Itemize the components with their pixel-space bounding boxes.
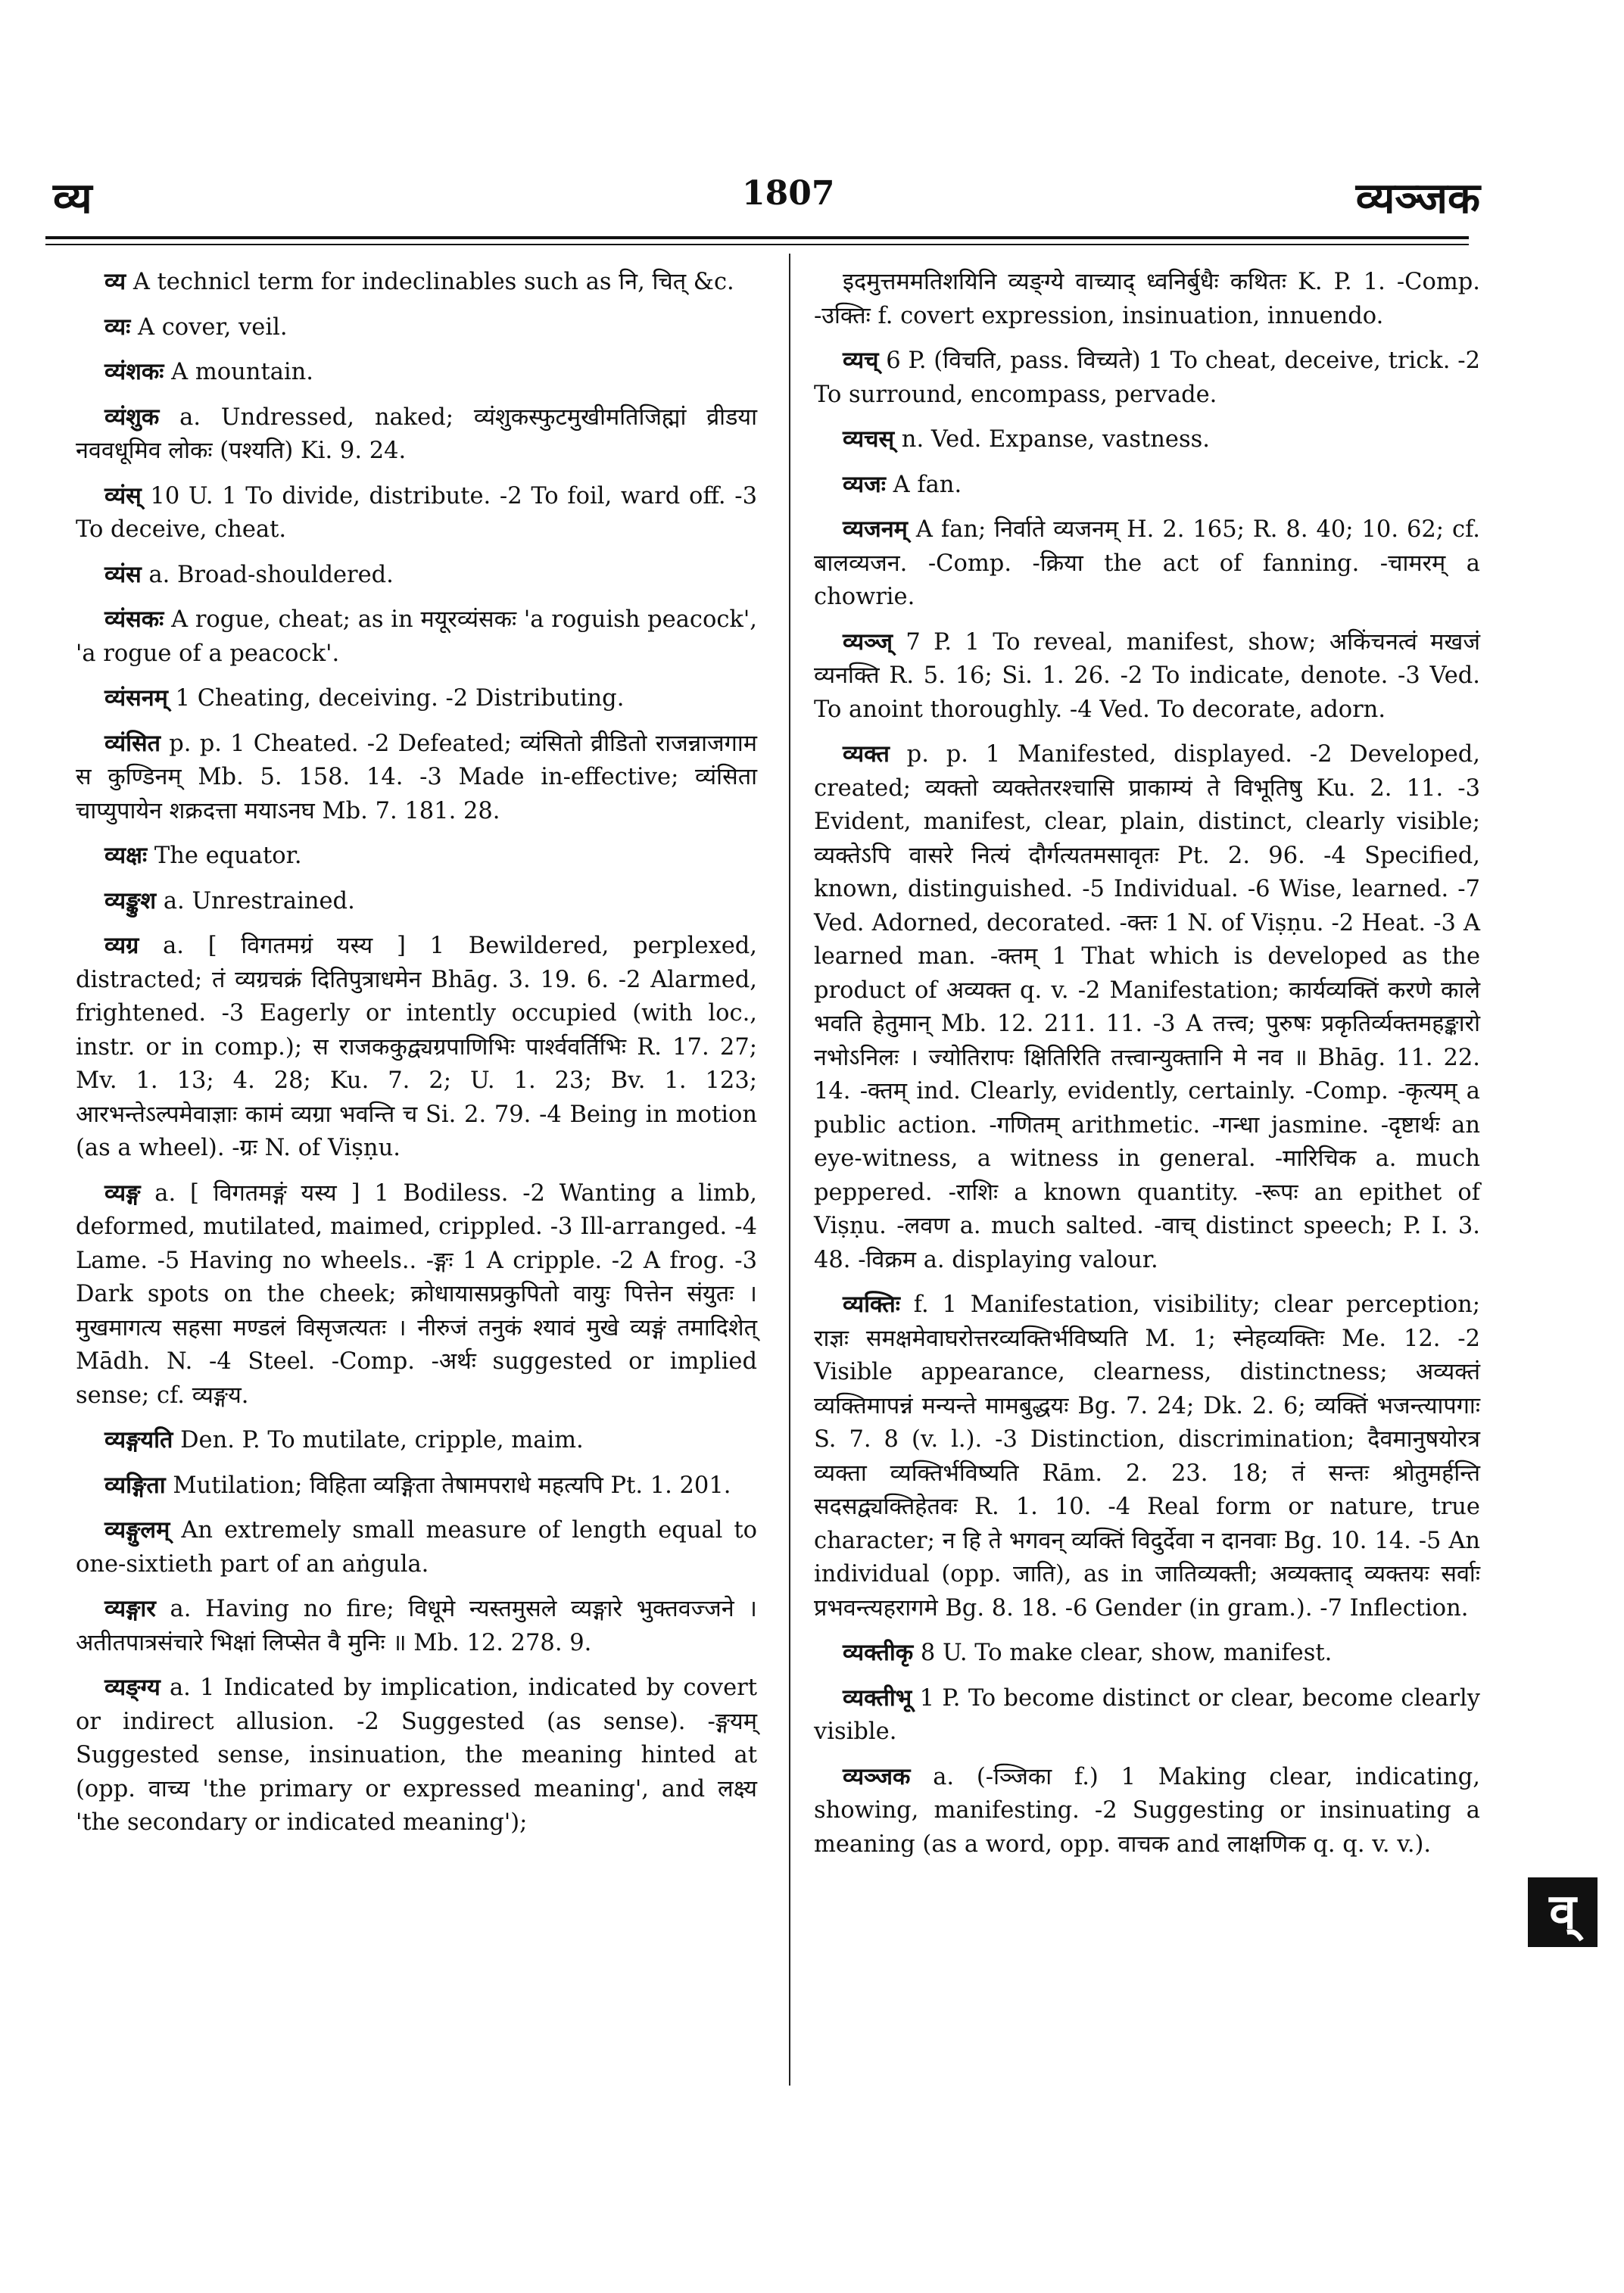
entry-text: 7 P. 1 To reveal, manifest, show; अकिंचनत्वं मखजं व्यनक्ति R. 5. 16; Si. 1. 26. -2 To indicate, denote. -3 Ved. To anoint thoroughly. -4 Ved. To decorate, adorn. — [814, 628, 1480, 723]
thumb-index-tab: व् — [1528, 1877, 1598, 1947]
entry-headword: व्यङ्गिता — [104, 1471, 166, 1499]
dictionary-entry — [76, 839, 757, 874]
header-right-guideword: व्यञ्जक — [1355, 173, 1480, 223]
dictionary-entry — [76, 479, 757, 547]
dictionary-entry — [76, 1423, 757, 1458]
header-rule — [45, 236, 1469, 239]
header-left-guideword: व्य — [53, 173, 92, 223]
entry-headword: व्यंस — [104, 560, 142, 588]
entry-text: p. p. 1 Manifested, displayed. -2 Developed, created; व्यक्तो व्यक्तेतरश्चासि प्राकाम्यं ते विभूतिषु Ku. 2. 11. -3 Evident, manifest, clear, plain, distinct, clearly visible; व्यक्तेऽपि वासरे नित्यं दौर्गत्यतमसावृतः Pt. 2. 96. -4 Specified, known, distinguished. -5 Individual. -6 Wise, learned. -7 Ved. Adorned, decorated. -क्तः 1 N. of Viṣṇu. -2 Heat. -3 A learned man. -क्तम् 1 That which is developed as the product of अव्यक्त q. v. -2 Manifestation; कार्यव्यक्तिं करणे काले भवति हेतुमान् Mb. 12. 211. 11. -3 A तत्त्व; पुरुषः प्रकृतिर्व्यक्तमहङ्कारो नभोऽनिलः । ज्योतिरापः क्षितिरिति तत्त्वान्युक्तानि मे नव ॥ Bhāg. 11. 22. 14. -क्तम् ind. Clearly, evidently, certainly. -Comp. -कृत्यम् a public action. -गणितम् arithmetic. -गन्धा jasmine. -दृष्टार्थः an eye-witness, a witness in general. -मारिचिक a. much peppered. -राशिः a known quantity. -रूपः an epithet of Viṣṇu. -लवण a. much salted. -वाच् distinct speech; P. I. 3. 48. -विक्रम a. displaying valour. — [814, 741, 1480, 1273]
entry-headword: व्यचस् — [843, 425, 895, 453]
entry-headword: व्यंशकः — [104, 358, 164, 385]
entry-headword: व्यजनम् — [843, 516, 908, 543]
entry-headword: व्यङ्गयति — [104, 1426, 173, 1453]
dictionary-entry — [814, 265, 1480, 333]
dictionary-entry — [814, 1636, 1480, 1671]
entry-headword: व्यंसित — [104, 729, 161, 757]
dictionary-entry — [76, 929, 757, 1166]
entry-text: p. p. 1 Cheated. -2 Defeated; व्यंसितो व्रीडितो राजन्नाजगाम स कुण्डिनम् Mb. 5. 158. 14. -3 Made in-effective; व्यंसिता चाप्युपायेन शक्रदत्ता मयाऽनघ Mb. 7. 181. 28. — [76, 730, 757, 824]
right-column — [814, 265, 1480, 1872]
header-rule-thin — [45, 244, 1469, 245]
entry-text: a. [ विगतमग्रं यस्य ] 1 Bewildered, perplexed, distracted; तं व्यग्रचक्रं दितिपुत्राधमेन Bhāg. 3. 19. 6. -2 Alarmed, frightened. -3 Eagerly or intently occupied (with loc., instr. or in comp.); स राजककुद्व्यग्रपाणिभिः पार्श्ववर्तिभिः R. 17. 27; Mv. 1. 13; 4. 28; Ku. 7. 2; U. 1. 23; Bv. 1. 123; आरभन्तेऽल्पमेवाज्ञाः कामं व्यग्रा भवन्ति च Si. 2. 79. -4 Being in motion (as a wheel). -ग्रः N. of Viṣṇu. — [76, 933, 757, 1161]
entry-headword: व्यङ्गुलम् — [104, 1516, 170, 1544]
entry-text: a. 1 Indicated by implication, indicated by covert or indirect allusion. -2 Suggested (as sense). -ङ्गयम् Suggested sense, insinuation, the meaning hinted at (opp. वाच्य 'the primary or expressed meaning', and लक्ष्य 'the secondary or indicated meaning'); — [76, 1675, 757, 1836]
entry-headword: व्यंस् — [104, 481, 142, 509]
entry-headword: व्यंशुक — [104, 403, 160, 431]
entry-text: a. [ विगतमङ्गं यस्य ] 1 Bodiless. -2 Wanting a limb, deformed, mutilated, maimed, crippled. -3 Ill-arranged. -4 Lame. -5 Having no wheels.. -ङ्गः 1 A cripple. -2 A frog. -3 Dark spots on the cheek; क्रोधायासप्रकुपितो वायुः पित्तेन संयुतः । मुखमागत्य सहसा मण्डलं विसृजत्यतः । नीरुजं तनुकं श्यावं मुखे व्यङ्गं तमादिशेत् Mādh. N. -4 Steel. -Comp. -अर्थः suggested or implied sense; cf. व्यङ्गय. — [76, 1179, 757, 1409]
entry-text: An extremely small measure of length equal to one-sixtieth part of an aṅgula. — [76, 1517, 757, 1578]
left-column — [76, 265, 757, 1851]
dictionary-entry — [76, 1592, 757, 1660]
dictionary-entry — [814, 737, 1480, 1277]
entry-text: a. Undressed, naked; व्यंशुकस्फुटमुखीमतिजिह्मां व्रीडया नववधूमिव लोकः (पश्यति) Ki. 9. 24. — [76, 403, 757, 464]
entry-text: A fan; निर्वाते व्यजनम् H. 2. 165; R. 8. 40; 10. 62; cf. बालव्यजन. -Comp. -क्रिया the act of fanning. -चामरम् a chowrie. — [814, 516, 1480, 610]
dictionary-entry — [76, 558, 757, 593]
entry-text: a. Having no fire; विधूमे न्यस्तमुसले व्यङ्गारे भुक्तवज्जने । अतीतपात्रसंचारे भिक्षां लिप्सेत वै मुनिः ॥ Mb. 12. 278. 9. — [76, 1596, 757, 1656]
dictionary-entry — [814, 1760, 1480, 1862]
dictionary-entry — [76, 355, 757, 390]
entry-text: 1 Cheating, deceiving. -2 Distributing. — [167, 685, 625, 712]
dictionary-entry — [814, 625, 1480, 727]
entry-headword: व्यंसकः — [104, 606, 164, 633]
dictionary-entry — [76, 400, 757, 469]
entry-text: इदमुत्तममतिशयिनि व्यङ्ग्ये वाच्याद् ध्वनिर्बुधैः कथितः K. P. 1. -Comp. -उक्तिः f. covert expression, insinuation, innuendo. — [814, 269, 1480, 329]
entry-text: A mountain. — [164, 359, 313, 385]
column-divider — [789, 254, 790, 2086]
entry-text: The equator. — [147, 843, 302, 869]
entry-text: 8 U. To make clear, show, manifest. — [913, 1640, 1333, 1666]
dictionary-entry — [76, 727, 757, 829]
dictionary-entry — [814, 468, 1480, 503]
dictionary-entry — [814, 1681, 1480, 1749]
entry-text: 10 U. 1 To divide, distribute. -2 To foil, ward off. -3 To deceive, cheat. — [76, 482, 757, 543]
entry-text: 6 P. (विचति, pass. विच्यते) 1 To cheat, deceive, trick. -2 To surround, encompass, pervade. — [814, 347, 1480, 408]
entry-headword: व्यः — [104, 313, 131, 341]
entry-headword: व्यक्तिः — [843, 1291, 900, 1318]
dictionary-entry — [814, 344, 1480, 412]
entry-text: a. (-ञ्जिका f.) 1 Making clear, indicating, showing, manifesting. -2 Suggesting or insinuating a meaning (as a word, opp. वाचक and लाक्षणिक q. q. v. v.). — [814, 1763, 1480, 1858]
dictionary-entry — [76, 310, 757, 345]
dictionary-entry — [76, 265, 757, 300]
entry-headword: व्यच् — [843, 347, 879, 374]
entry-text: A technicl term for indeclinables such as नि, चित् &c. — [126, 269, 734, 295]
entry-headword: व्यंसनम् — [104, 684, 168, 712]
dictionary-entry — [76, 681, 757, 716]
dictionary-entry — [76, 603, 757, 671]
entry-text: Den. P. To mutilate, cripple, maim. — [173, 1427, 584, 1453]
entry-text: a. Unrestrained. — [156, 887, 355, 914]
entry-headword: व्यग्र — [104, 932, 139, 959]
entry-text: A fan. — [885, 471, 962, 498]
page-number: 1807 — [742, 174, 835, 213]
entry-headword: व्यक्त — [843, 740, 890, 768]
dictionary-entry — [76, 1671, 757, 1840]
dictionary-entry — [76, 884, 757, 919]
dictionary-entry — [76, 1469, 757, 1503]
entry-headword: व्यञ्ज् — [843, 628, 893, 656]
dictionary-entry — [814, 512, 1480, 615]
entry-headword: व्यञ्जक — [843, 1762, 911, 1790]
page-header — [0, 0, 1624, 250]
entry-headword: व्यङ्ग्य — [104, 1674, 161, 1701]
entry-headword: व्य — [104, 268, 126, 295]
entry-text: a. Broad-shouldered. — [141, 561, 394, 588]
entry-headword: व्यक्षः — [104, 842, 148, 869]
entry-text: A cover, veil. — [130, 313, 288, 341]
entry-headword: व्यङ्गार — [104, 1595, 156, 1622]
entry-text: f. 1 Manifestation, visibility; clear perception; राज्ञः समक्षमेवाघरोत्तरव्यक्तिर्भविष्यति M. 1; स्नेहव्यक्तिः Me. 12. -2 Visible appearance, clearness, distinctness; अव्यक्तं व्यक्तिमापन्नं मन्यन्ते मामबुद्धयः Bg. 7. 24; Dk. 2. 6; व्यक्तिं भजन्त्यापगाः S. 7. 8 (v. l.). -3 Distinction, discrimination; दैवमानुषयोरत्र व्यक्ता व्यक्तिर्भविष्यति Rām. 2. 23. 18; तं सन्तः श्रोतुमर्हन्ति सदसद्व्यक्तिहेतवः R. 1. 10. -4 Real form or nature, true character; न हि ते भगवन् व्यक्तिं विदुर्देवा न दानवाः Bg. 10. 14. -5 An individual (opp. जाति), as in जातिव्यक्ती; अव्यक्ताद् व्यक्तयः सर्वाः प्रभवन्त्यहरागमे Bg. 8. 18. -6 Gender (in gram.). -7 Inflection. — [814, 1291, 1480, 1622]
dictionary-entry — [814, 1288, 1480, 1625]
entry-headword: व्यङ्ग — [104, 1179, 141, 1207]
entry-text: n. Ved. Expanse, vastness. — [894, 426, 1210, 453]
dictionary-entry — [76, 1176, 757, 1413]
entry-text: 1 P. To become distinct or clear, become clearly visible. — [814, 1684, 1480, 1745]
entry-headword: व्यजः — [843, 470, 886, 498]
entry-headword: व्यङ्कुश — [104, 886, 157, 914]
entry-text: Mutilation; विहिता व्यङ्गिता तेषामपराधे महत्यपि Pt. 1. 201. — [165, 1472, 731, 1499]
dictionary-entry — [814, 422, 1480, 457]
entry-headword: व्यक्तीकृ — [843, 1639, 914, 1666]
dictionary-entry — [76, 1513, 757, 1581]
entry-headword: व्यक्तीभू — [843, 1684, 912, 1712]
entry-text: A rogue, cheat; as in मयूरव्यंसकः 'a roguish peacock', 'a rogue of a peacock'. — [76, 606, 757, 667]
